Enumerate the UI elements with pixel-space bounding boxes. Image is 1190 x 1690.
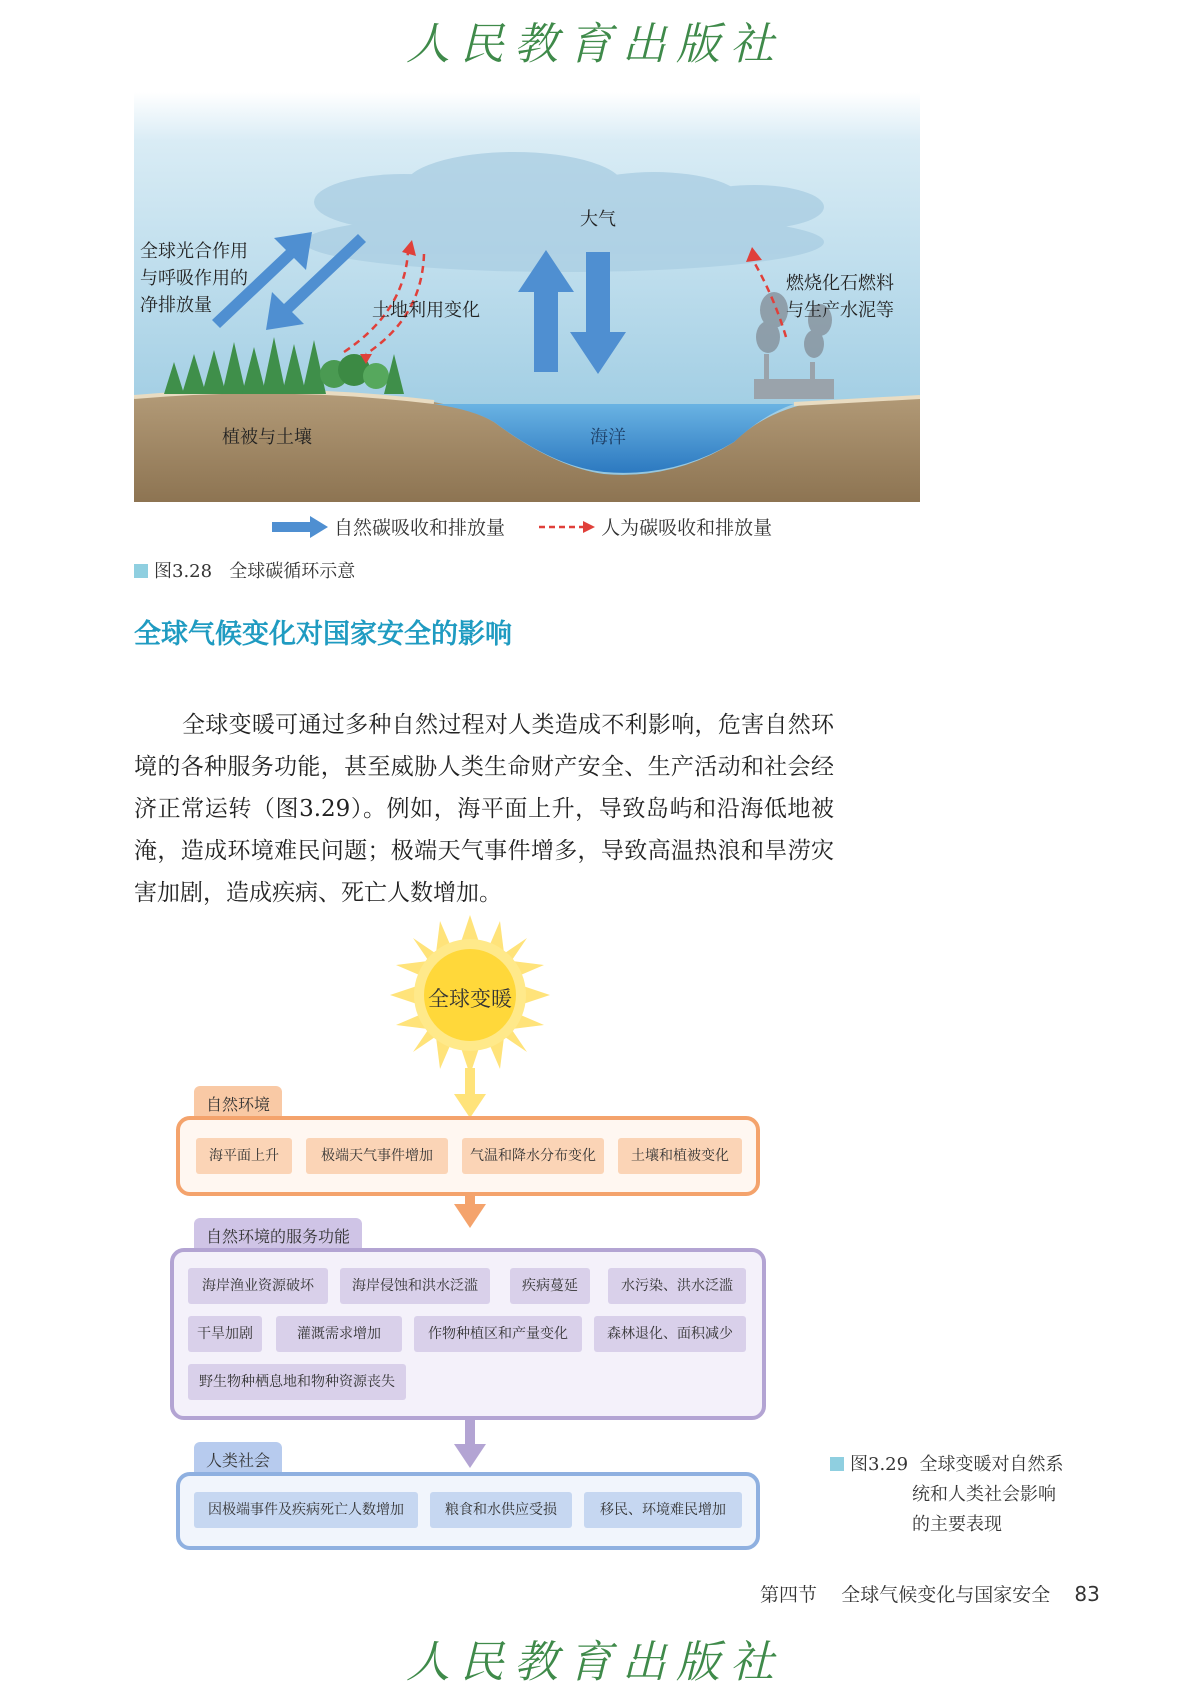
photosynthesis-label-line-1: 全球光合作用: [140, 241, 248, 262]
arrow-services-to-society: [450, 1420, 490, 1470]
figure-3-28-caption: [134, 557, 355, 583]
figure-3-28-title: 全球碳循环示意: [229, 561, 356, 582]
body-paragraph: 全球变暖可通过多种自然过程对人类造成不利影响，危害自然环境的各种服务功能，甚至威胁人类生命财产安全、生产活动和社会经济正常运转（图3.29）。例如，海平面上升，导致岛屿和沿海低地被淹，造成环境难民问题；极端天气事件增多，导致高温热浪和旱涝灾害加剧，造成疾病、死亡人数增加。: [134, 712, 834, 906]
chip-nature-0: 海平面上升: [196, 1138, 292, 1174]
chip-services-0: 海岸渔业资源破坏: [188, 1268, 328, 1304]
land-use-label: 土地利用变化: [372, 300, 480, 321]
group-services-tab: 自然环境的服务功能: [194, 1218, 362, 1251]
section-title: 全球气候变化对国家安全的影响: [134, 619, 512, 650]
page-number: 83: [1074, 1582, 1100, 1606]
photosynthesis-label-line-2: 与呼吸作用的: [140, 268, 248, 289]
chip-services-8: 野生物种栖息地和物种资源丧失: [188, 1364, 406, 1400]
chip-services-7: 森林退化、面积减少: [594, 1316, 746, 1352]
chip-nature-2: 气温和降水分布变化: [462, 1138, 604, 1174]
publisher-logo-bottom: [0, 1626, 1190, 1690]
footer-chapter-title: 全球气候变化与国家安全: [841, 1584, 1051, 1606]
chip-services-5: 灌溉需求增加: [276, 1316, 402, 1352]
group-society-tab: 人类社会: [194, 1442, 282, 1475]
figure-3-29-caption: [830, 1450, 1064, 1540]
publisher-logo-text: 人民教育出版社: [406, 19, 784, 70]
figure-3-29-title-line-3: 的主要表现: [912, 1514, 1002, 1535]
arrow-sun-to-nature: [450, 1068, 490, 1120]
group-nature-tab: 自然环境: [194, 1086, 282, 1119]
natural-arrow-legend-icon: [272, 516, 328, 538]
chip-society-2: 移民、环境难民增加: [584, 1492, 742, 1528]
chip-services-2: 疾病蔓延: [510, 1268, 590, 1304]
vegetation-soil-label: 植被与土壤: [222, 427, 312, 448]
legend-natural: 自然碳吸收和排放量: [334, 517, 506, 539]
photosynthesis-label-line-3: 净排放量: [140, 295, 212, 316]
caption-marker: [134, 564, 148, 578]
figure-legend: [272, 513, 772, 540]
sun-label: 全球变暖: [428, 987, 512, 1011]
caption-marker: [830, 1457, 844, 1471]
legend-human: 人为碳吸收和排放量: [601, 517, 773, 539]
figure-3-28-number: 图3.28: [154, 561, 213, 582]
publisher-logo-bottom-text: 人民教育出版社: [406, 1637, 784, 1688]
figure-3-29-title-line-1: 全球变暖对自然系: [919, 1454, 1064, 1475]
chip-society-1: 粮食和水供应受损: [430, 1492, 572, 1528]
fossil-fuel-label-line-1: 燃烧化石燃料: [786, 273, 894, 294]
fossil-fuel-label: [786, 270, 894, 324]
photosynthesis-label: [140, 238, 248, 319]
publisher-logo: [0, 8, 1190, 72]
chip-services-3: 水污染、洪水泛滥: [608, 1268, 746, 1304]
running-footer: [760, 1580, 1100, 1607]
figure-3-29-number: 图3.29: [850, 1454, 909, 1475]
chip-services-4: 干旱加剧: [188, 1316, 262, 1352]
atmosphere-label: 大气: [580, 209, 616, 230]
chip-nature-1: 极端天气事件增加: [306, 1138, 448, 1174]
footer-section: 第四节: [760, 1584, 818, 1606]
ocean-label: 海洋: [590, 427, 626, 448]
chip-nature-3: 土壤和植被变化: [618, 1138, 742, 1174]
chip-services-1: 海岸侵蚀和洪水泛滥: [340, 1268, 490, 1304]
chip-society-0: 因极端事件及疾病死亡人数增加: [194, 1492, 418, 1528]
human-arrow-legend-icon: [539, 516, 595, 538]
fossil-fuel-label-line-2: 与生产水泥等: [786, 300, 894, 321]
figure-3-29-title-line-2: 统和人类社会影响: [912, 1484, 1056, 1505]
chip-services-6: 作物种植区和产量变化: [414, 1316, 582, 1352]
